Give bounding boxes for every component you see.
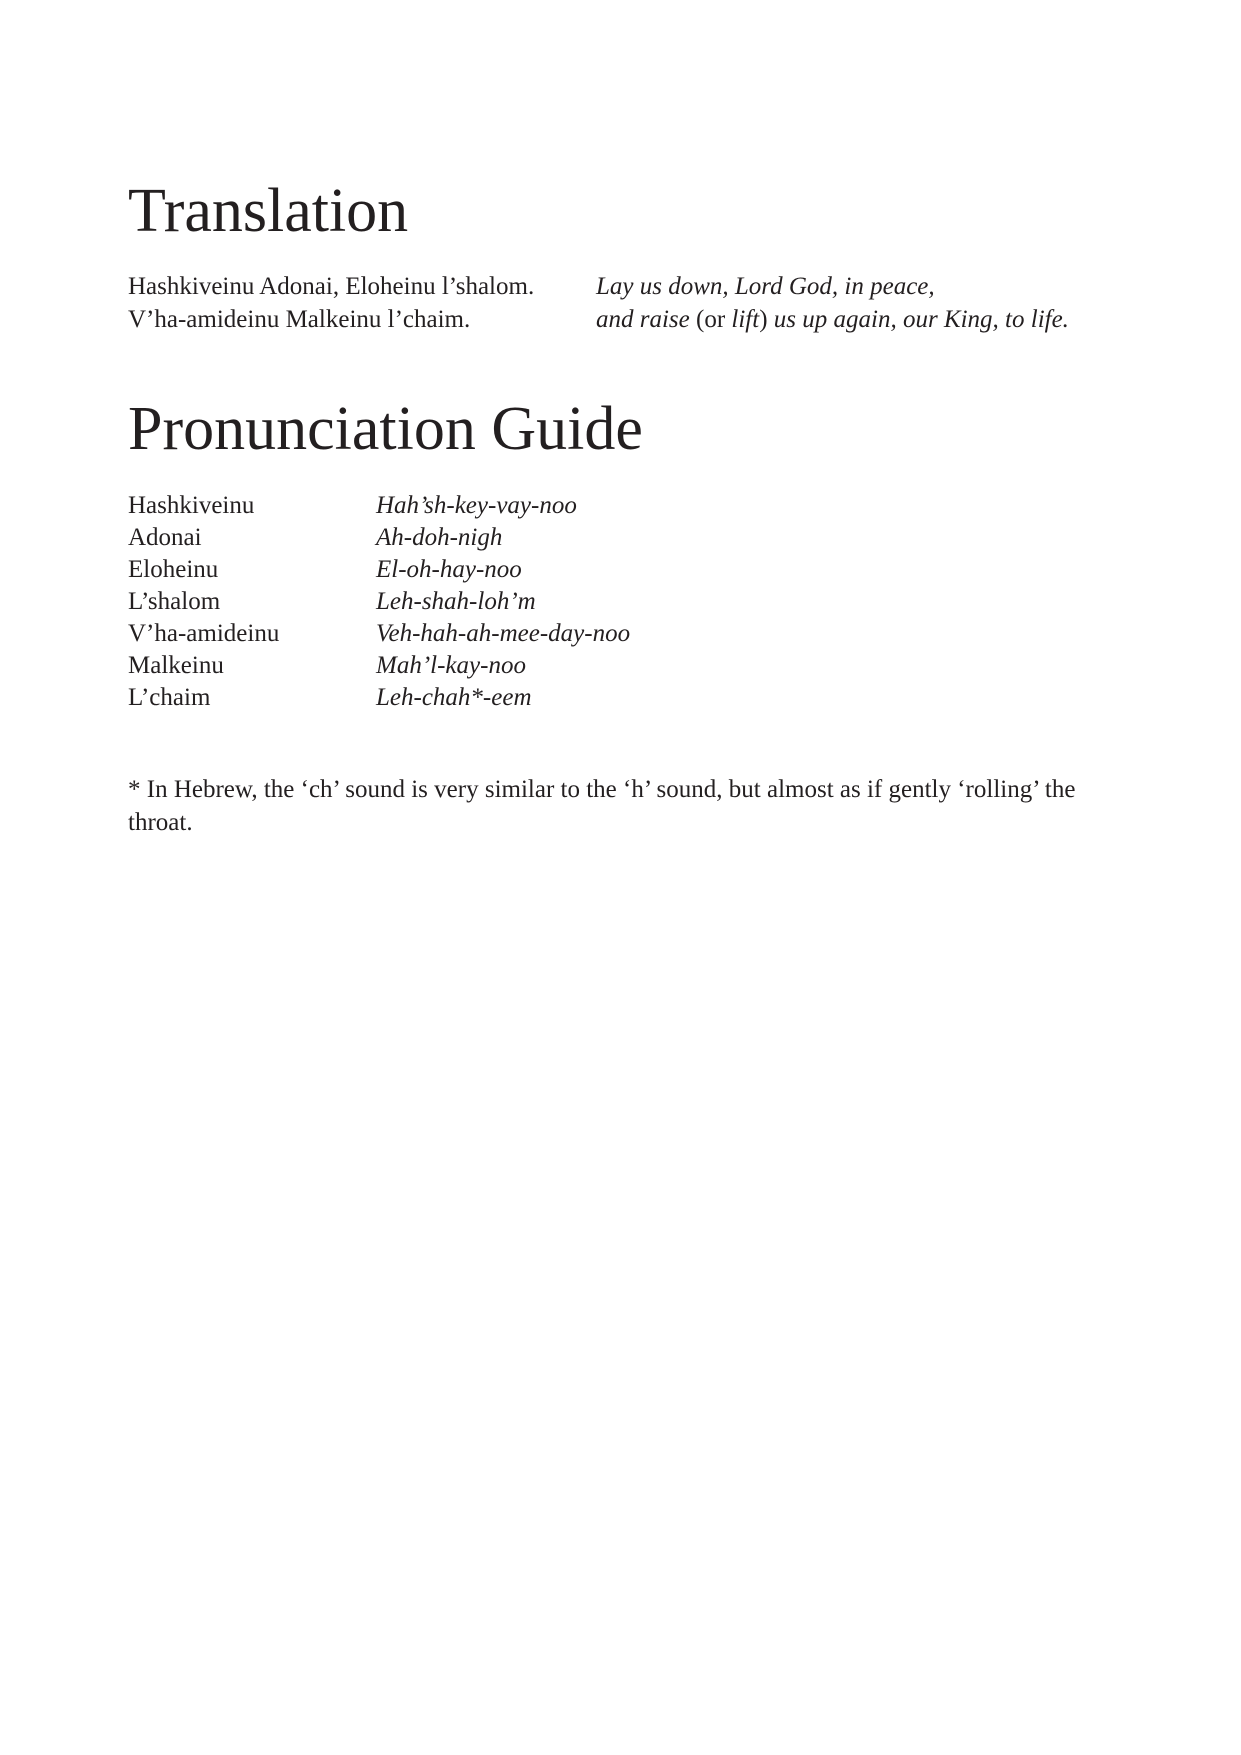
translation-table [128,270,1128,336]
transliteration-line: Hashkiveinu Adonai, Eloheinu l’shalom. [128,273,535,300]
guide-row [128,618,630,650]
translation-row [128,303,1128,336]
guide-row [128,554,630,586]
pronunciation-text: Leh-shah-loh’m [376,588,536,615]
hebrew-word: L’chaim [128,684,211,711]
hebrew-word: V’ha-amideinu [128,620,280,647]
hebrew-word: Eloheinu [128,556,219,583]
pronunciation-text: Leh-chah*-eem [376,684,532,711]
guide-row [128,490,630,522]
guide-row [128,522,630,554]
hebrew-word: Adonai [128,524,202,551]
hebrew-word: L’shalom [128,588,221,615]
hebrew-word: Hashkiveinu [128,492,255,519]
pronunciation-heading: Pronunciation Guide [128,395,643,463]
translation-fragment: and raise [596,306,696,333]
translation-fragment: (or [696,306,732,333]
footnote: * In Hebrew, the ‘ch’ sound is very similar to the ‘h’ sound, but almost as if gently ‘rolling’ the throat. [128,776,1076,836]
guide-row [128,682,630,714]
pronunciation-text: El-oh-hay-noo [376,556,522,583]
translation-fragment: ) [759,306,768,333]
pronunciation-text: Veh-hah-ah-mee-day-noo [376,620,631,647]
guide-row [128,650,630,682]
pronunciation-text: Mah’l-kay-noo [376,652,526,679]
english-translation-line: Lay us down, Lord God, in peace, [596,273,935,300]
translation-row [128,270,1128,303]
translation-fragment: us up again, our King, to life. [767,306,1069,333]
translation-fragment: lift [731,306,760,333]
translation-heading: Translation [128,177,409,245]
pronunciation-guide-list [128,490,630,714]
pronunciation-text: Hah’sh-key-vay-noo [376,492,577,519]
pronunciation-text: Ah-doh-nigh [376,524,503,551]
guide-row [128,586,630,618]
english-translation-line [596,303,1069,336]
hebrew-word: Malkeinu [128,652,224,679]
transliteration-line: V’ha-amideinu Malkeinu l’chaim. [128,306,471,333]
